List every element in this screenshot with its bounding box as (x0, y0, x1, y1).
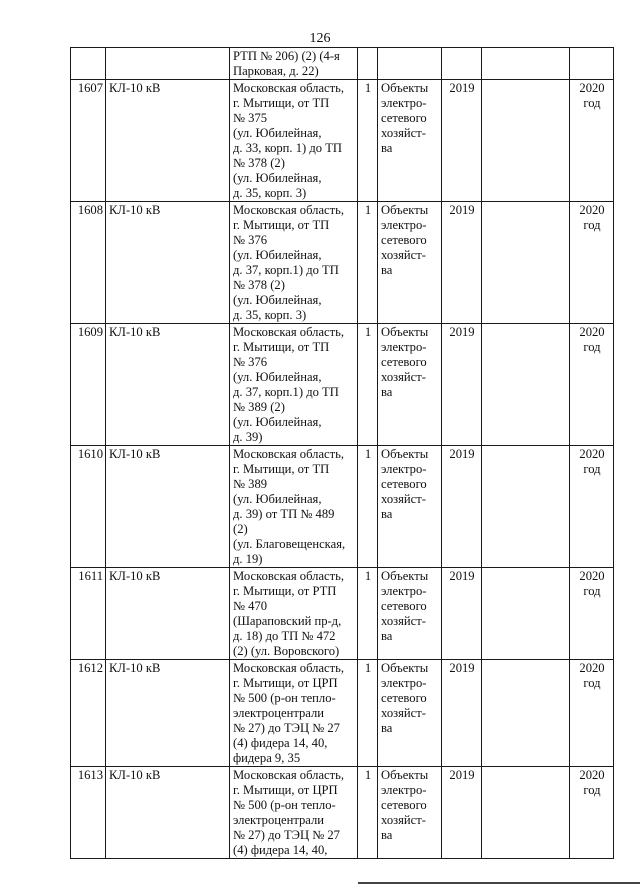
object-type-cell: КЛ-10 кВ (106, 324, 230, 446)
object-type-cell: КЛ-10 кВ (106, 568, 230, 660)
category-cell: Объекты электро- сетевого хозяйст- ва (378, 80, 442, 202)
scan-edge-line (358, 882, 640, 884)
year-cell: 2019 (442, 568, 482, 660)
empty-cell (482, 568, 570, 660)
row-number-cell: 1610 (71, 446, 106, 568)
end-year-cell: 2020 год (570, 568, 614, 660)
quantity-cell: 1 (358, 324, 378, 446)
table-row (71, 767, 614, 859)
table-row (71, 80, 614, 202)
category-cell: Объекты электро- сетевого хозяйст- ва (378, 446, 442, 568)
year-cell: 2019 (442, 80, 482, 202)
table-row-continuation (71, 48, 614, 80)
end-year-cell: 2020 год (570, 446, 614, 568)
row-number-cell: 1608 (71, 202, 106, 324)
registry-table (70, 47, 614, 859)
object-type-cell: КЛ-10 кВ (106, 80, 230, 202)
year-cell: 2019 (442, 767, 482, 859)
end-year-cell: 2020 год (570, 767, 614, 859)
location-cell: Московская область, г. Мытищи, от ТП № 389 (ул. Юбилейная, д. 39) от ТП № 489 (2) (ул. Благовещенская, д. 19) (230, 446, 358, 568)
quantity-cell: 1 (358, 660, 378, 767)
year-cell: 2019 (442, 202, 482, 324)
category-cell: Объекты электро- сетевого хозяйст- ва (378, 202, 442, 324)
location-cell: Московская область, г. Мытищи, от ЦРП № 500 (р-он тепло- электроцентрали № 27) до ТЭЦ № 27 (4) фидера 14, 40, (230, 767, 358, 859)
table-row (71, 324, 614, 446)
empty-cell (482, 660, 570, 767)
year-cell: 2019 (442, 660, 482, 767)
location-cell: Московская область, г. Мытищи, от ТП № 376 (ул. Юбилейная, д. 37, корп.1) до ТП № 389 (2) (ул. Юбилейная, д. 39) (230, 324, 358, 446)
empty-cell (482, 80, 570, 202)
year-cell: 2019 (442, 324, 482, 446)
quantity-cell: 1 (358, 767, 378, 859)
object-type-cell: КЛ-10 кВ (106, 660, 230, 767)
empty-cell (482, 446, 570, 568)
empty-cell (482, 324, 570, 446)
table-row (71, 202, 614, 324)
table-row (71, 446, 614, 568)
empty-cell (482, 202, 570, 324)
location-cell: Московская область, г. Мытищи, от РТП № 470 (Шараповский пр-д, д. 18) до ТП № 472 (2) (ул. Воровского) (230, 568, 358, 660)
row-number-cell: 1609 (71, 324, 106, 446)
table-row (71, 660, 614, 767)
location-cell: Московская область, г. Мытищи, от ТП № 376 (ул. Юбилейная, д. 37, корп.1) до ТП № 378 (2) (ул. Юбилейная, д. 35, корп. 3) (230, 202, 358, 324)
end-year-cell: 2020 год (570, 660, 614, 767)
location-cell: РТП № 206) (2) (4-я Парковая, д. 22) (230, 48, 358, 80)
quantity-cell: 1 (358, 202, 378, 324)
row-number-cell: 1611 (71, 568, 106, 660)
category-cell: Объекты электро- сетевого хозяйст- ва (378, 767, 442, 859)
object-type-cell: КЛ-10 кВ (106, 767, 230, 859)
row-number-cell: 1613 (71, 767, 106, 859)
object-type-cell: КЛ-10 кВ (106, 202, 230, 324)
object-type-cell: КЛ-10 кВ (106, 446, 230, 568)
location-cell: Московская область, г. Мытищи, от ТП № 375 (ул. Юбилейная, д. 33, корп. 1) до ТП № 378 (2) (ул. Юбилейная, д. 35, корп. 3) (230, 80, 358, 202)
table-row (71, 568, 614, 660)
page-number: 126 (309, 31, 331, 46)
quantity-cell: 1 (358, 568, 378, 660)
row-number-cell: 1607 (71, 80, 106, 202)
end-year-cell: 2020 год (570, 202, 614, 324)
category-cell: Объекты электро- сетевого хозяйст- ва (378, 660, 442, 767)
empty-cell (482, 767, 570, 859)
end-year-cell: 2020 год (570, 324, 614, 446)
row-number-cell: 1612 (71, 660, 106, 767)
location-cell: Московская область, г. Мытищи, от ЦРП № 500 (р-он тепло- электроцентрали № 27) до ТЭЦ № 27 (4) фидера 14, 40, фидера 9, 35 (230, 660, 358, 767)
quantity-cell: 1 (358, 80, 378, 202)
category-cell: Объекты электро- сетевого хозяйст- ва (378, 324, 442, 446)
year-cell: 2019 (442, 446, 482, 568)
quantity-cell: 1 (358, 446, 378, 568)
end-year-cell: 2020 год (570, 80, 614, 202)
category-cell: Объекты электро- сетевого хозяйст- ва (378, 568, 442, 660)
